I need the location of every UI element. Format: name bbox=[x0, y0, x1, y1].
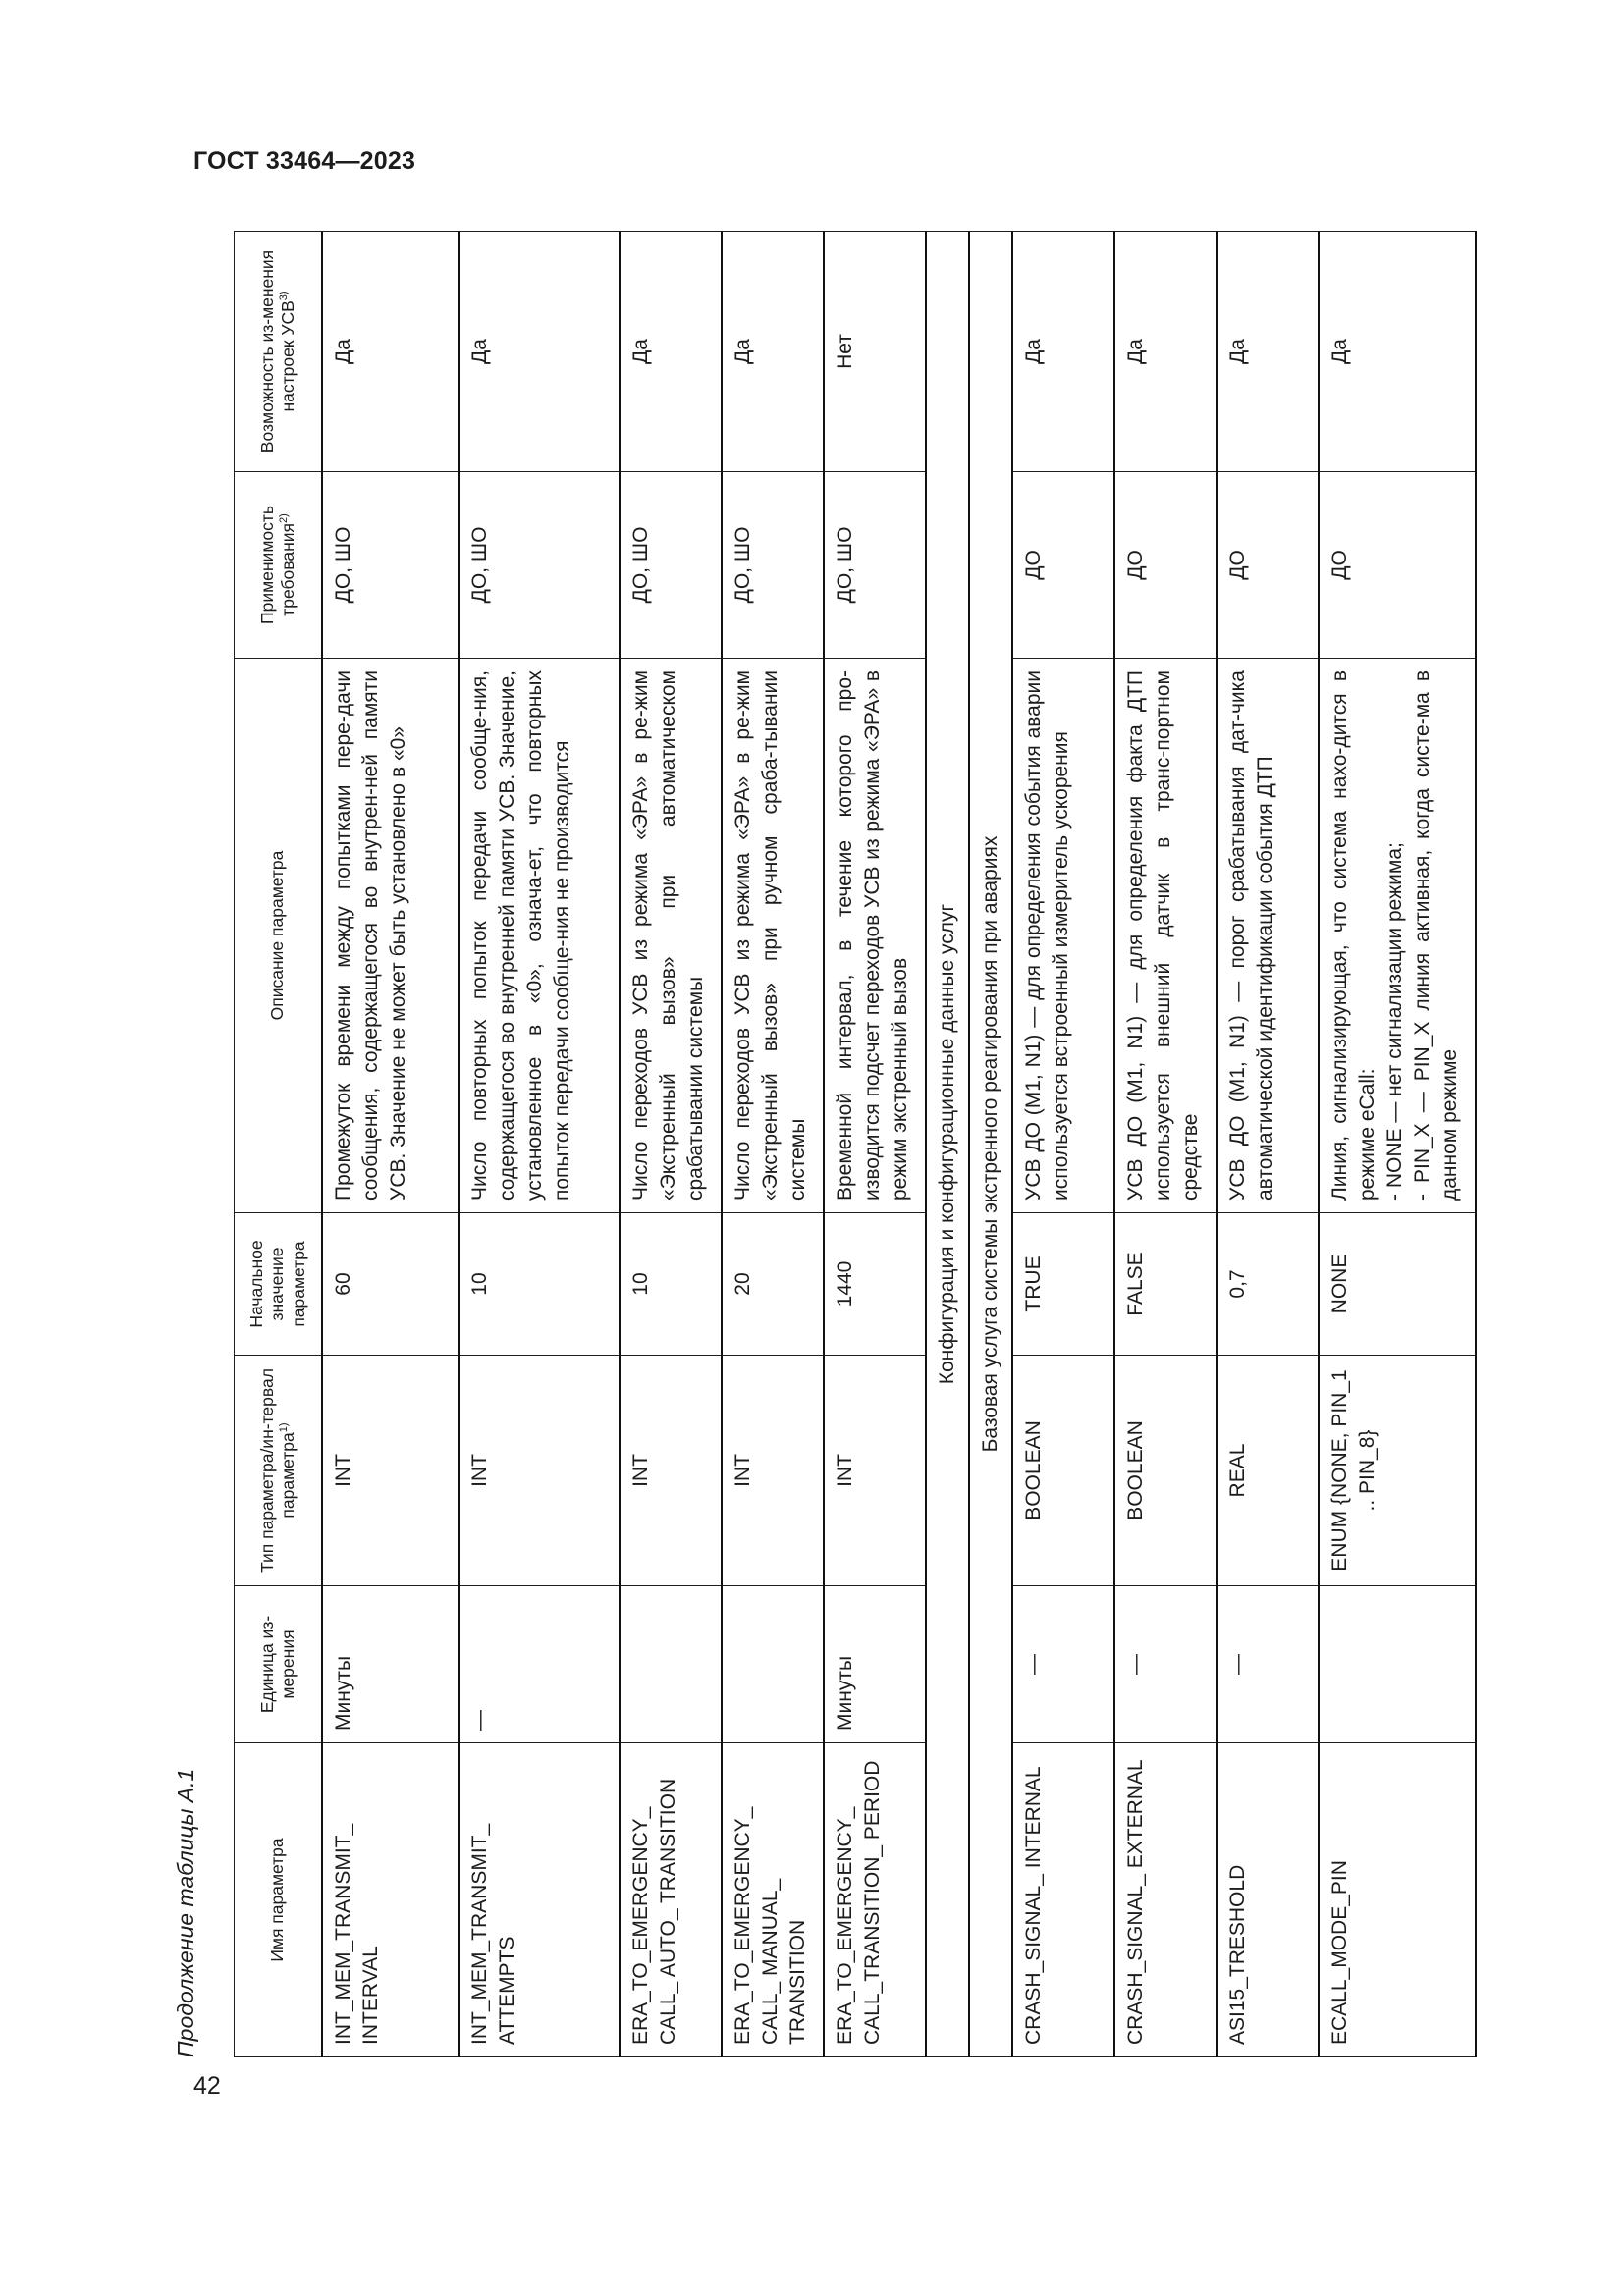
table-row bbox=[1217, 232, 1319, 2057]
param-initial: TRUE bbox=[1012, 1213, 1114, 1356]
table-row bbox=[1012, 232, 1114, 2057]
param-applicability: ДО, ШО bbox=[824, 472, 926, 659]
param-unit bbox=[620, 1586, 722, 1743]
param-description bbox=[1319, 659, 1476, 1213]
param-name: ASI15_TRESHOLD bbox=[1217, 1743, 1319, 2057]
param-applicability: ДО bbox=[1012, 472, 1114, 659]
col-header-initial bbox=[235, 1213, 323, 1356]
table-row bbox=[322, 232, 459, 2057]
table-header-row bbox=[235, 232, 323, 2057]
col-header-applicability bbox=[235, 472, 323, 659]
document-header: ГОСТ 33464—2023 bbox=[193, 147, 416, 175]
param-changeable: Да bbox=[1114, 232, 1217, 472]
param-name: ECALL_MODE_PIN bbox=[1319, 1743, 1476, 2057]
param-initial: 1440 bbox=[824, 1213, 926, 1356]
param-initial: FALSE bbox=[1114, 1213, 1217, 1356]
col-header-type bbox=[235, 1356, 323, 1586]
param-type: BOOLEAN bbox=[1114, 1356, 1217, 1586]
param-description: УСВ ДО (M1, N1) — для определения события аварии используется встроенный измеритель ускорения bbox=[1012, 659, 1114, 1213]
param-changeable: Да bbox=[322, 232, 459, 472]
param-name: INT_MEM_TRANSMIT_ INTERVAL bbox=[322, 1743, 459, 2057]
param-unit: Минуты bbox=[322, 1586, 459, 1743]
param-initial: 10 bbox=[620, 1213, 722, 1356]
param-unit: — bbox=[1012, 1586, 1114, 1743]
param-type: INT bbox=[722, 1356, 824, 1586]
param-name: ERA_TO_EMERGENCY_ CALL_ AUTO_ TRANSITION bbox=[620, 1743, 722, 2057]
col-header-label: Описание параметра bbox=[267, 850, 288, 1021]
page-number: 42 bbox=[193, 2072, 221, 2100]
footnote-ref: 2) bbox=[278, 513, 291, 523]
col-header-description bbox=[235, 659, 323, 1213]
table-row bbox=[620, 232, 722, 2057]
param-description: Число повторных попыток передачи сообще-ния, содержащегося во внутренней памяти УСВ. Значение, установленное в «0», означа-ет, что повторных попыток передачи сообще-ния не производится bbox=[459, 659, 620, 1213]
param-type: INT bbox=[459, 1356, 620, 1586]
param-unit: — bbox=[1217, 1586, 1319, 1743]
param-name: CRASH_SIGNAL_ INTERNAL bbox=[1012, 1743, 1114, 2057]
param-applicability: ДО, ШО bbox=[459, 472, 620, 659]
table-row bbox=[1114, 232, 1217, 2057]
param-initial: NONE bbox=[1319, 1213, 1476, 1356]
table-row bbox=[1319, 232, 1476, 2057]
col-header-label: Единица из-мерения bbox=[256, 1615, 298, 1714]
col-header-unit bbox=[235, 1586, 323, 1743]
param-type: INT bbox=[322, 1356, 459, 1586]
param-initial: 20 bbox=[722, 1213, 824, 1356]
param-changeable: Да bbox=[459, 232, 620, 472]
param-unit: — bbox=[1114, 1586, 1217, 1743]
description-line: - NONE — нет сигнализации режима; bbox=[1382, 842, 1406, 1201]
footnote-ref: 1) bbox=[278, 1422, 291, 1433]
param-initial: 10 bbox=[459, 1213, 620, 1356]
param-type: BOOLEAN bbox=[1012, 1356, 1114, 1586]
col-header-changeable bbox=[235, 232, 323, 472]
col-header-label: Тип параметра/ин-тервал параметра bbox=[256, 1368, 298, 1573]
param-changeable: Да bbox=[1012, 232, 1114, 472]
param-changeable: Да bbox=[722, 232, 824, 472]
section-row bbox=[926, 232, 969, 2057]
rotated-table-page bbox=[173, 232, 1496, 2057]
param-description: УСВ ДО (M1, N1) — для определения факта ДТП используется внешний датчик в транс-портном средстве bbox=[1114, 659, 1217, 1213]
table-row bbox=[459, 232, 620, 2057]
param-changeable: Да bbox=[1319, 232, 1476, 472]
parameters-table bbox=[234, 231, 1477, 2057]
section-title: Базовая услуга системы экстренного реагирования при авариях bbox=[969, 232, 1012, 2057]
param-changeable: Да bbox=[1217, 232, 1319, 472]
param-description: Число переходов УСВ из режима «ЭРА» в ре-жим «Экстренный вызов» при ручном сраба-тывании системы bbox=[722, 659, 824, 1213]
table-row bbox=[824, 232, 926, 2057]
col-header-label: Применимость требования bbox=[256, 506, 298, 624]
param-initial: 60 bbox=[322, 1213, 459, 1356]
col-header-label: Имя параметра bbox=[267, 1838, 288, 1962]
param-unit: — bbox=[459, 1586, 620, 1743]
param-applicability: ДО bbox=[1319, 472, 1476, 659]
param-description: Число переходов УСВ из режима «ЭРА» в ре-жим «Экстренный вызов» при автоматическом срабатывании системы bbox=[620, 659, 722, 1213]
param-description: УСВ ДО (M1, N1) — порог срабатывания дат-чика автоматической идентификации события ДТП bbox=[1217, 659, 1319, 1213]
param-type: REAL bbox=[1217, 1356, 1319, 1586]
section-title: Конфигурация и конфигурационные данные услуг bbox=[926, 232, 969, 2057]
param-applicability: ДО bbox=[1114, 472, 1217, 659]
param-unit: Минуты bbox=[824, 1586, 926, 1743]
param-applicability: ДО bbox=[1217, 472, 1319, 659]
table-caption: Продолжение таблицы А.1 bbox=[173, 1768, 198, 2057]
description-line: Линия, сигнализирующая, что система нахо-дится в режиме eCall: bbox=[1328, 670, 1379, 1201]
param-description: Временной интервал, в течение которого про-изводится подсчет переходов УСВ из режима «ЭРА» в режим экстренный вызов bbox=[824, 659, 926, 1213]
param-applicability: ДО, ШО bbox=[620, 472, 722, 659]
param-type: INT bbox=[824, 1356, 926, 1586]
table-row bbox=[722, 232, 824, 2057]
section-row bbox=[969, 232, 1012, 2057]
param-type: INT bbox=[620, 1356, 722, 1586]
col-header-name bbox=[235, 1743, 323, 2057]
param-name: ERA_TO_EMERGENCY_ CALL_ MANUAL_ TRANSITION bbox=[722, 1743, 824, 2057]
param-type: ENUM {NONE, PIN_1 .. PIN_8} bbox=[1319, 1356, 1476, 1586]
param-initial: 0,7 bbox=[1217, 1213, 1319, 1356]
param-changeable: Да bbox=[620, 232, 722, 472]
footnote-ref: 3) bbox=[278, 291, 291, 301]
description-line: - PIN_X — PIN_X линия активная, когда систе-ма в данном режиме bbox=[1410, 670, 1461, 1201]
param-description: Промежуток времени между попытками пере-дачи сообщения, содержащегося во внутрен-ней памяти УСВ. Значение не может быть установлено в «0» bbox=[322, 659, 459, 1213]
col-header-label: Возможность из-менения настроек УСВ bbox=[256, 249, 298, 454]
param-unit bbox=[722, 1586, 824, 1743]
param-applicability: ДО, ШО bbox=[722, 472, 824, 659]
param-changeable: Нет bbox=[824, 232, 926, 472]
param-name: ERA_TO_EMERGENCY_ CALL_TRANSITION_ PERIOD bbox=[824, 1743, 926, 2057]
param-applicability: ДО, ШО bbox=[322, 472, 459, 659]
col-header-label: Начальное значение параметра bbox=[245, 1240, 308, 1328]
param-name: CRASH_SIGNAL_ EXTERNAL bbox=[1114, 1743, 1217, 2057]
param-unit bbox=[1319, 1586, 1476, 1743]
param-name: INT_MEM_TRANSMIT_ ATTEMPTS bbox=[459, 1743, 620, 2057]
